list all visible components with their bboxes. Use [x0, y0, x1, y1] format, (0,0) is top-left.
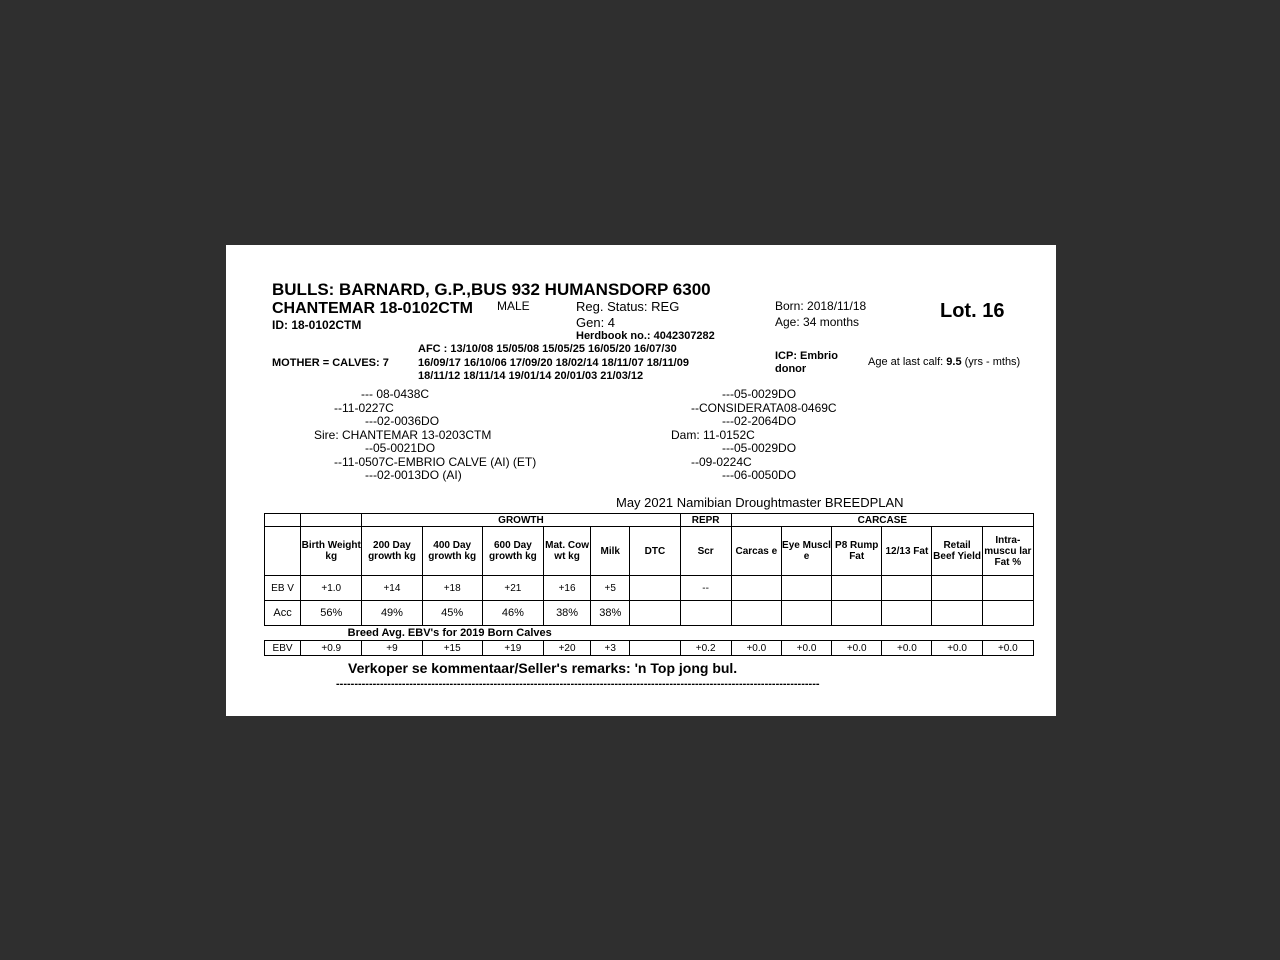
acc-cell: 56%	[301, 601, 362, 626]
breed-avg-cell: +0.9	[301, 641, 362, 656]
acc-cell	[731, 601, 781, 626]
col-600-day: 600 Day growth kg	[482, 527, 543, 576]
dash-line: ------------------------------------------------------------------------------------------------------------------------------------	[336, 678, 820, 690]
col-200-day: 200 Day growth kg	[362, 527, 422, 576]
ebv-cell: +1.0	[301, 576, 362, 601]
breed-avg-cell	[630, 641, 680, 656]
acc-cell	[882, 601, 932, 626]
ebv-cell	[882, 576, 932, 601]
row-label-breed-ebv: EBV	[265, 641, 301, 656]
ebv-cell: +21	[482, 576, 543, 601]
lot-sheet	[226, 245, 1056, 716]
breedplan-title: May 2021 Namibian Droughtmaster BREEDPLAN	[616, 495, 904, 510]
ebv-cell	[832, 576, 882, 601]
ebv-row	[265, 576, 1034, 601]
col-carcase: Carcas e	[731, 527, 781, 576]
col-dtc: DTC	[630, 527, 680, 576]
lot-number: Lot. 16	[940, 300, 1005, 322]
generation: Gen: 4	[576, 315, 616, 330]
born-date: Born: 2018/11/18	[775, 299, 867, 313]
ebv-cell: +14	[362, 576, 422, 601]
sire-sire-sire: --- 08-0438C	[361, 387, 430, 401]
sire-dam-dam: ---02-0013DO (AI)	[365, 468, 462, 482]
sire: Sire: CHANTEMAR 13-0203CTM	[314, 428, 492, 442]
col-scr: Scr	[680, 527, 731, 576]
animal-id: ID: 18-0102CTM	[272, 318, 362, 332]
row-label-ebv: EB V	[265, 576, 301, 601]
acc-cell: 45%	[422, 601, 482, 626]
acc-row	[265, 601, 1034, 626]
col-milk: Milk	[591, 527, 630, 576]
bulls-line: BULLS: BARNARD, G.P.,BUS 932 HUMANSDORP 6300	[272, 280, 711, 299]
group-growth: GROWTH	[362, 514, 680, 527]
col-400-day: 400 Day growth kg	[422, 527, 482, 576]
animal-name: CHANTEMAR 18-0102CTM	[272, 300, 473, 317]
age-last-calf-unit: (yrs - mths)	[961, 356, 1021, 368]
icp-line-1: ICP: Embrio	[775, 350, 838, 362]
seller-remarks: Verkoper se kommentaar/Seller's remarks: 'n Top jong bul.	[348, 660, 738, 676]
acc-cell	[630, 601, 680, 626]
age-last-calf	[868, 356, 1020, 368]
ebv-cell: --	[680, 576, 731, 601]
ebv-table	[264, 513, 1034, 656]
ebv-cell: +18	[422, 576, 482, 601]
age: Age: 34 months	[775, 315, 860, 329]
breed-avg-cell: +0.0	[932, 641, 982, 656]
col-retail-beef-yield: Retail Beef Yield	[932, 527, 982, 576]
ebv-cell	[630, 576, 680, 601]
group-empty	[265, 514, 301, 527]
icp-line-2: donor	[775, 363, 807, 375]
breed-avg-cell: +9	[362, 641, 422, 656]
dam-dam-dam: ---06-0050DO	[722, 468, 797, 482]
ebv-cell	[932, 576, 982, 601]
acc-cell: 49%	[362, 601, 422, 626]
breed-avg-cell: +15	[422, 641, 482, 656]
acc-cell	[982, 601, 1033, 626]
row-label-acc: Acc	[265, 601, 301, 626]
dam-dam-sire: ---05-0029DO	[722, 441, 797, 455]
acc-cell: 38%	[591, 601, 630, 626]
mother-calves: MOTHER = CALVES: 7	[272, 357, 389, 369]
group-empty	[301, 514, 362, 527]
age-last-calf-value: 9.5	[946, 356, 962, 368]
breed-avg-cell: +0.0	[882, 641, 932, 656]
dam-sire: --CONSIDERATA08-0469C	[691, 401, 837, 415]
group-repr: REPR	[680, 514, 731, 527]
header-blank	[265, 527, 301, 576]
breed-avg-cell: +0.2	[680, 641, 731, 656]
group-carcase: CARCASE	[731, 514, 1033, 527]
age-last-calf-label: Age at last calf:	[868, 356, 947, 368]
dam-sire-sire: ---05-0029DO	[722, 387, 797, 401]
gap-spacer	[265, 626, 301, 641]
col-mat-cow-wt: Mat. Cow wt kg	[544, 527, 591, 576]
breed-avg-cell: +20	[544, 641, 591, 656]
acc-cell: 38%	[544, 601, 591, 626]
afc-line-1: AFC : 13/10/08 15/05/08 15/05/25 16/05/20 16/07/30	[418, 343, 677, 355]
col-12-13-fat: 12/13 Fat	[882, 527, 932, 576]
herdbook-number: Herdbook no.: 4042307282	[576, 330, 715, 342]
acc-cell	[781, 601, 831, 626]
breed-avg-cell: +0.0	[982, 641, 1033, 656]
breed-avg-cell: +19	[482, 641, 543, 656]
sex: MALE	[497, 299, 530, 313]
breed-avg-cell: +0.0	[731, 641, 781, 656]
acc-cell	[832, 601, 882, 626]
ebv-cell	[982, 576, 1033, 601]
acc-cell: 46%	[482, 601, 543, 626]
ebv-cell: +5	[591, 576, 630, 601]
sire-sire-dam: ---02-0036DO	[365, 414, 440, 428]
col-p8-rump-fat: P8 Rump Fat	[832, 527, 882, 576]
ebv-cell: +16	[544, 576, 591, 601]
sire-dam: --11-0507C-EMBRIO CALVE (AI) (ET)	[334, 455, 537, 469]
breed-avg-cell: +3	[591, 641, 630, 656]
ebv-cell	[781, 576, 831, 601]
col-eye-muscle: Eye Muscl e	[781, 527, 831, 576]
dam-dam: --09-0224C	[691, 455, 752, 469]
breed-avg-cell: +0.0	[781, 641, 831, 656]
reg-status: Reg. Status: REG	[576, 299, 680, 314]
acc-cell	[932, 601, 982, 626]
acc-cell	[680, 601, 731, 626]
sire-sire: --11-0227C	[334, 401, 394, 415]
afc-line-2: 16/09/17 16/10/06 17/09/20 18/02/14 18/11/07 18/11/09	[418, 357, 689, 369]
sire-dam-sire: --05-0021DO	[365, 441, 436, 455]
breed-avg-row	[265, 641, 1034, 656]
afc-line-3: 18/11/12 18/11/14 19/01/14 20/01/03 21/03/12	[418, 370, 644, 382]
dam-sire-dam: ---02-2064DO	[722, 414, 797, 428]
col-birth-weight: Birth Weight kg	[301, 527, 362, 576]
ebv-cell	[731, 576, 781, 601]
col-intramuscular-fat: Intra- muscu lar Fat %	[982, 527, 1033, 576]
breed-avg-cell: +0.0	[832, 641, 882, 656]
breed-avg-title: Breed Avg. EBV's for 2019 Born Calves	[301, 626, 1034, 641]
dam: Dam: 11-0152C	[671, 428, 755, 442]
